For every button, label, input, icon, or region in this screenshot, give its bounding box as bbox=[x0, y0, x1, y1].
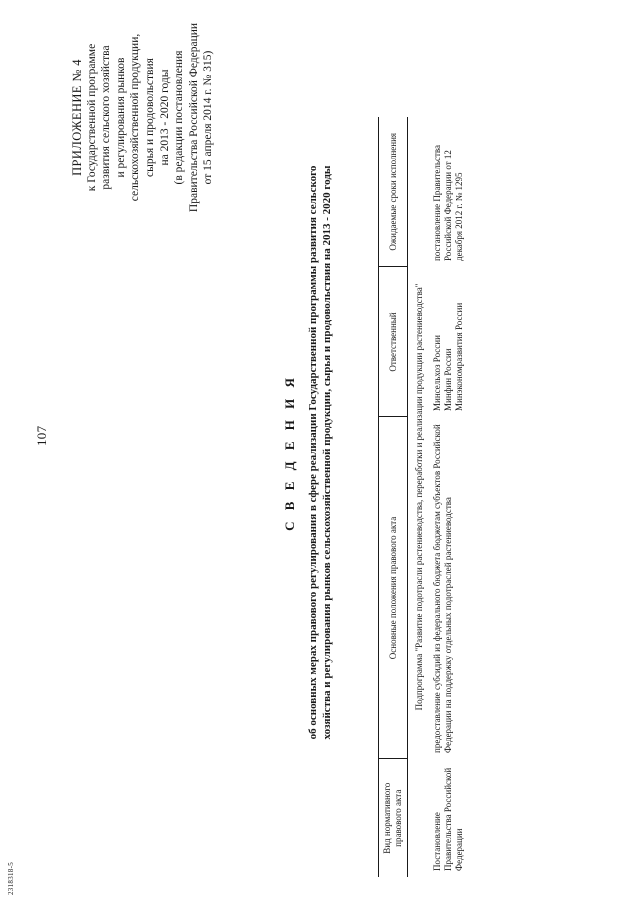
measures-table-wrapper bbox=[378, 117, 468, 877]
table-row bbox=[429, 117, 468, 877]
appendix-line: и регулирования рынков bbox=[114, 57, 127, 178]
document-title bbox=[282, 0, 334, 905]
appendix-line: развития сельского хозяйства bbox=[100, 45, 113, 190]
appendix-heading: ПРИЛОЖЕНИЕ № 4 bbox=[70, 59, 84, 176]
measures-table bbox=[378, 117, 468, 877]
cell-responsible bbox=[429, 267, 468, 417]
title-main: С В Е Д Е Н И Я bbox=[282, 374, 297, 531]
appendix-line: от 15 апреля 2014 г. № 315) bbox=[202, 50, 215, 185]
appendix-line: (в редакции постановления bbox=[173, 50, 186, 185]
cell-act-type: Постановление Правительства Российской Федерации bbox=[432, 767, 464, 871]
subprogram-title: Подпрограмма "Развитие подотрасли растениеводства, переработки и реализации продукции растениеводства" bbox=[414, 283, 424, 711]
table-header-row bbox=[379, 117, 408, 877]
appendix-line: Правительства Российской Федерации bbox=[187, 22, 200, 213]
title-line: хозяйства и регулирования рынков сельскохозяйственной продукции, сырья и продовольствия на 2013 - 2020 годы bbox=[321, 165, 333, 740]
subprogram-row bbox=[408, 117, 430, 877]
column-header-act-type: Вид нормативного правового акта bbox=[382, 782, 403, 854]
appendix-line: на 2013 - 2020 годы bbox=[158, 69, 171, 166]
appendix-line: сельскохозяйственной продукции, bbox=[129, 33, 142, 202]
appendix-line: сырья и продовольствия bbox=[143, 58, 156, 177]
column-header-provisions: Основные положения правового акта bbox=[379, 417, 408, 759]
document-code: 2318318-5 bbox=[7, 861, 15, 895]
appendix-block bbox=[70, 10, 216, 225]
appendix-line: к Государственной программе bbox=[85, 43, 98, 192]
responsible-item: Минсельхоз России bbox=[432, 335, 442, 411]
column-header-term: Ожидаемые сроки исполнения bbox=[379, 117, 408, 267]
cell-provisions: предоставление субсидий из федерального бюджета бюджетам субъектов Российской Федерации на поддержку отдельных подотраслей растениеводства bbox=[432, 424, 453, 753]
page-number: 107 bbox=[34, 425, 49, 446]
column-header-responsible: Ответственный bbox=[379, 267, 408, 417]
responsible-item: Минфин России bbox=[443, 348, 453, 411]
title-line: об основных мерах правового регулирования в сфере реализации Государственной программы развития сельского bbox=[307, 165, 319, 740]
cell-term: постановление Правительства Российской Федерации от 12 декабря 2012 г. № 1295 bbox=[432, 144, 464, 261]
responsible-item: Минэкономразвития России bbox=[454, 302, 464, 411]
